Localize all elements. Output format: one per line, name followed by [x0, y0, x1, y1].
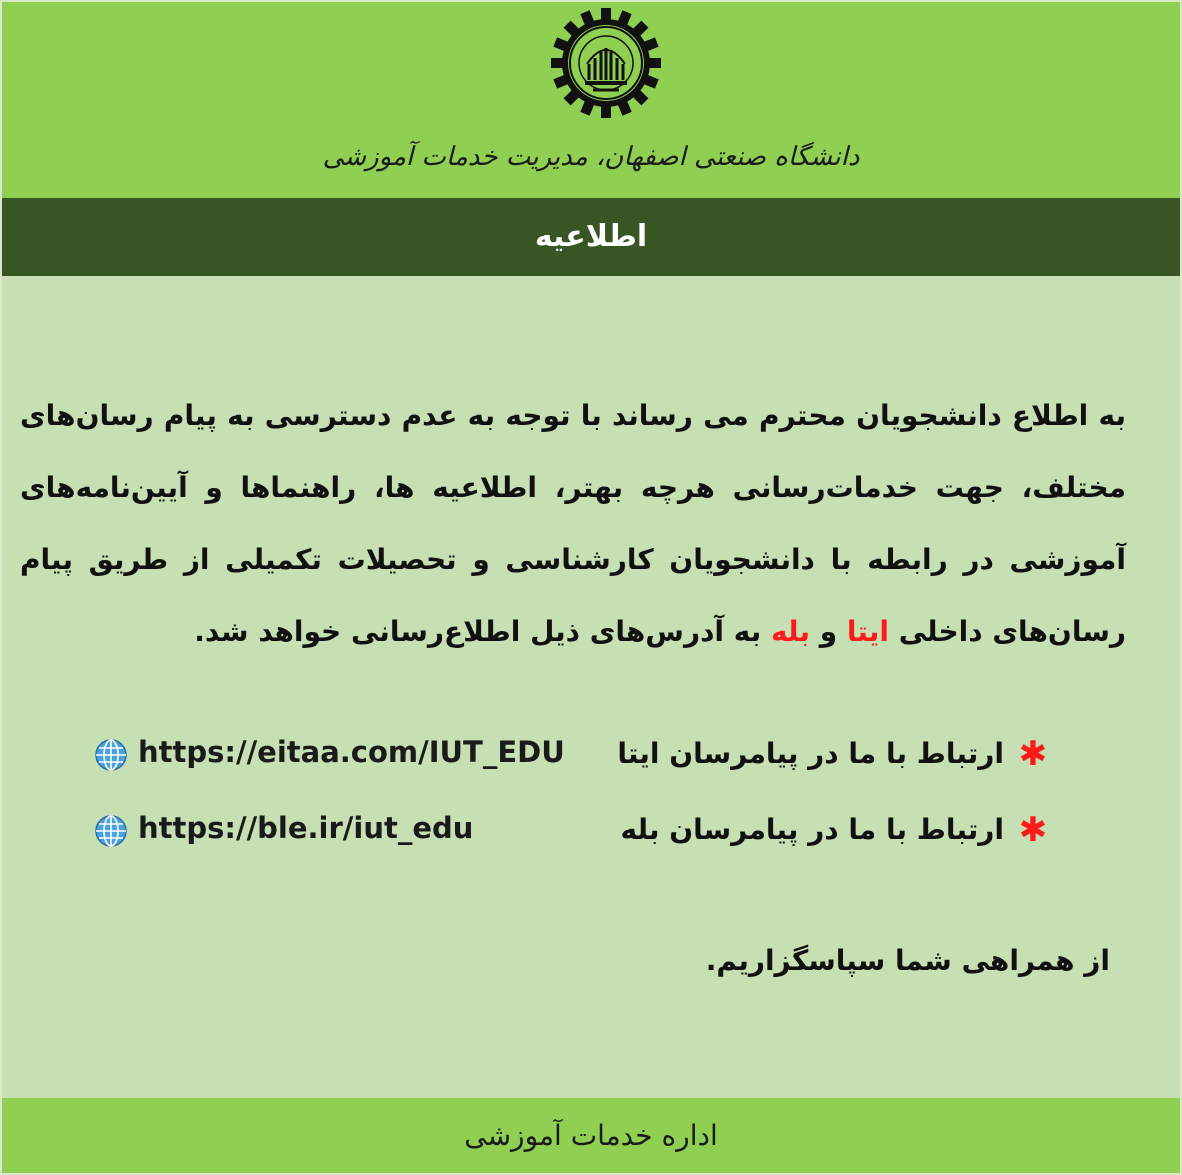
eitaa-contact-label: ارتباط با ما در پیامرسان ایتا	[617, 737, 1004, 770]
footer-department: اداره خدمات آموزشی	[2, 1098, 1180, 1173]
eitaa-highlight: ایتا	[846, 615, 889, 648]
page-title: اطلاعیه	[2, 198, 1180, 276]
header-subtitle: دانشگاه صنعتی اصفهان، مدیریت خدمات آموزشی	[322, 142, 860, 172]
globe-icon	[94, 738, 128, 772]
body-and: و	[819, 615, 838, 648]
globe-icon	[94, 814, 128, 848]
eitaa-link[interactable]: https://eitaa.com/IUT_EDU	[138, 735, 565, 769]
asterisk-icon: ✱	[1018, 810, 1048, 850]
bale-highlight: بله	[771, 615, 810, 648]
bale-contact-row	[2, 802, 1180, 852]
thanks-text: از همراهی شما سپاسگزاریم.	[705, 944, 1110, 977]
body-text-end: به آدرس‌های ذیل اطلاع‌رسانی خواهد شد.	[194, 615, 762, 648]
bale-link[interactable]: https://ble.ir/iut_edu	[138, 811, 474, 845]
university-logo	[549, 6, 663, 120]
announcement-body	[20, 380, 1126, 668]
body-text-intro: به اطلاع دانشجویان محترم می رساند با توجه به عدم دسترسی به پیام رسان‌های مختلف، جهت خدمات‌رسانی هرچه بهتر، اطلاعیه ها، راهنماها و آیین‌نامه‌های آموزشی در رابطه با دانشجویان کارشناسی و تحصیلات تکمیلی از طریق پیام رسان‌های داخلی	[20, 399, 1126, 648]
eitaa-contact-row	[2, 726, 1180, 776]
asterisk-icon: ✱	[1018, 734, 1048, 774]
header-band	[2, 2, 1180, 198]
bale-contact-label: ارتباط با ما در پیامرسان بله	[620, 813, 1004, 846]
